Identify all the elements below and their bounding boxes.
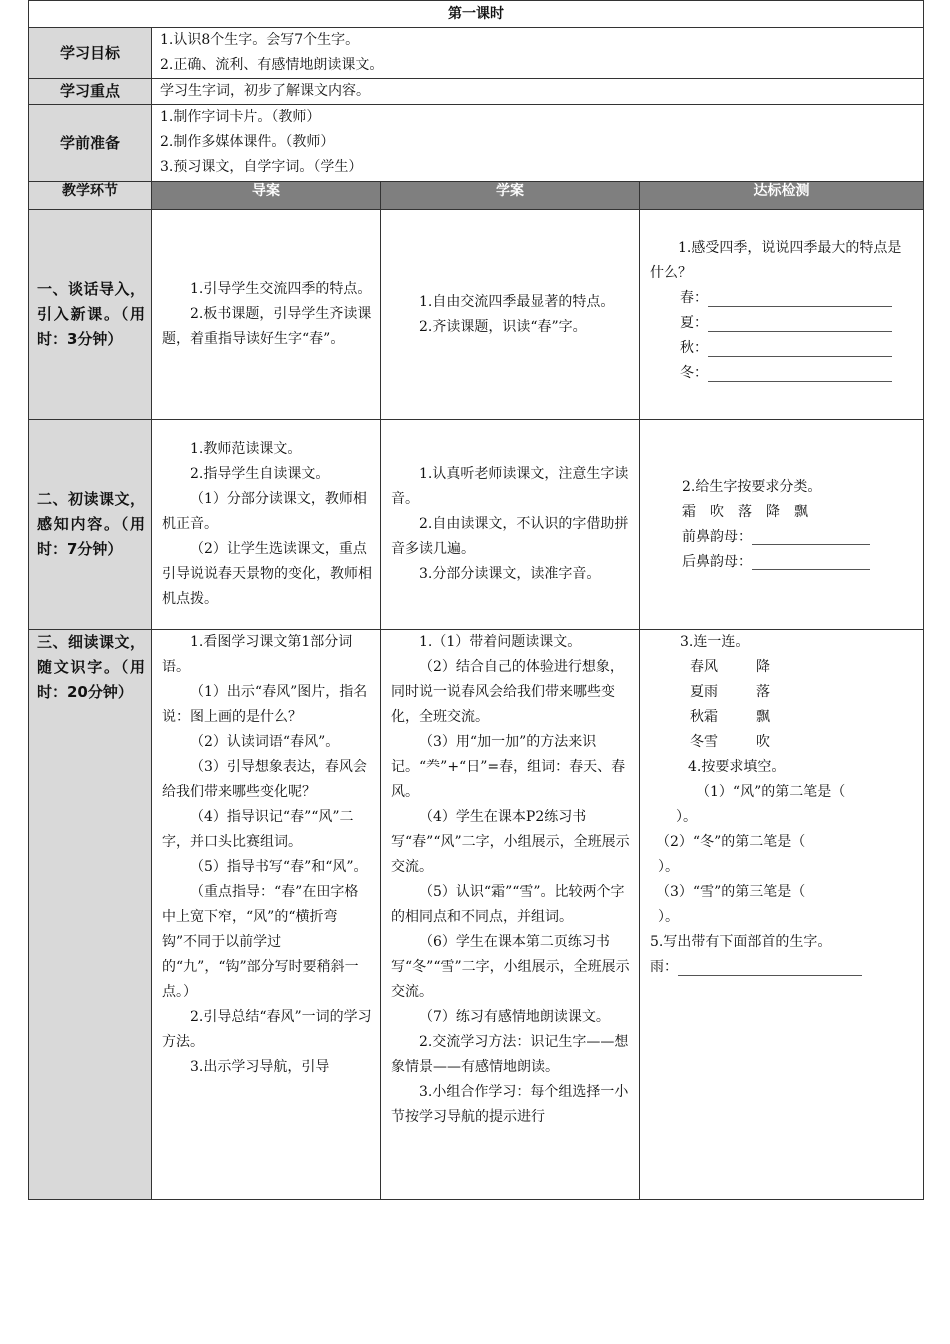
link-pairs xyxy=(650,655,915,755)
guide-step: （2）认读词语“春风”。 xyxy=(190,734,340,750)
fill-q2-end: ）。 xyxy=(658,859,679,875)
study-step: （5）认识“霜”“雪”。比较两个字的相同点和不同点，并组词。 xyxy=(391,884,625,925)
objectives-label: 学习目标 xyxy=(29,28,152,79)
answer-blank[interactable] xyxy=(708,315,892,332)
guide-step: 1.看图学习课文第1部分词语。 xyxy=(162,634,353,675)
answer-blank[interactable] xyxy=(752,553,870,570)
guide-step: 2.板书课题，引导学生齐读课题，着重指导读好生字“春”。 xyxy=(162,306,372,347)
guide-step: 1.引导学生交流四季的特点。 xyxy=(190,281,372,297)
season-autumn: 秋： xyxy=(680,336,915,361)
link-title: 3.连一连。 xyxy=(680,634,750,650)
guide-step: 2.引导总结“春风”一词的学习方法。 xyxy=(162,1009,372,1050)
fill-q2: （2）“冬”的第二笔是（ xyxy=(656,834,806,850)
study-step: 2.自由读课文，不认识的字借助拼音多读几遍。 xyxy=(391,516,629,557)
study-3 xyxy=(381,630,640,1200)
study-step: （2）结合自己的体验进行想象，同时说一说春风会给我们带来哪些变化，全班交流。 xyxy=(391,659,624,725)
guide-3 xyxy=(152,630,381,1200)
guide-step: （重点指导：“春”在田字格中上宽下窄，“风”的“横折弯钩”不同于以前学过的“九”，“钩”部分写时要稍斜一点。） xyxy=(162,884,359,1000)
guide-2 xyxy=(152,420,381,630)
lesson-table xyxy=(28,0,924,1200)
study-step: （6）学生在课本第二页练习书写“冬”“雪”二字，小组展示，全班展示交流。 xyxy=(391,934,630,1000)
prep-content xyxy=(152,105,924,182)
link-pair: 春风 降 xyxy=(690,659,770,675)
guide-step: （2）让学生选读课文，重点引导说说春天景物的变化，教师相机点拨。 xyxy=(162,541,372,607)
study-step: （7）练习有感情地朗读课文。 xyxy=(419,1009,610,1025)
test-2 xyxy=(640,420,924,630)
answer-blank[interactable] xyxy=(708,290,892,307)
prep-line: 2.制作多媒体课件。（教师） xyxy=(160,134,335,150)
stage-2: 二、初读课文，感知内容。（用时：7分钟） xyxy=(29,420,152,630)
study-step: 1.认真听老师读课文，注意生字读音。 xyxy=(391,466,629,507)
fill-q1-end: ）。 xyxy=(676,809,697,825)
guide-step: （1）分部分读课文，教师相机正音。 xyxy=(162,491,367,532)
header-guide: 导案 xyxy=(152,182,381,210)
front-nasal: 前鼻韵母： xyxy=(682,525,915,550)
fill-q3: （3）“雪”的第三笔是（ xyxy=(656,884,806,900)
study-step: 2.齐读课题，识读“春”字。 xyxy=(419,318,587,335)
test-3 xyxy=(640,630,924,1200)
guide-step: （3）引导想象表达，春风会给我们带来哪些变化呢？ xyxy=(162,759,367,800)
guide-step: 2.指导学生自读课文。 xyxy=(190,466,330,482)
back-nasal: 后鼻韵母： xyxy=(682,550,915,575)
header-study: 学案 xyxy=(381,182,640,210)
test-1 xyxy=(640,210,924,420)
header-test: 达标检测 xyxy=(640,182,924,210)
focus-label: 学习重点 xyxy=(29,79,152,105)
study-step: （4）学生在课本P2练习书写“春”“风”二字，小组展示，全班展示交流。 xyxy=(391,809,630,875)
study-1 xyxy=(381,210,640,420)
season-spring: 春： xyxy=(680,286,915,311)
study-2 xyxy=(381,420,640,630)
link-pair: 冬雪 吹 xyxy=(690,734,770,750)
season-winter: 冬： xyxy=(680,361,915,386)
rain-radical: 雨： xyxy=(650,955,915,980)
prep-line: 3.预习课文，自学字词。（学生） xyxy=(160,159,363,175)
focus-content: 学习生字词，初步了解课文内容。 xyxy=(152,79,924,105)
study-step: 1.自由交流四季最显著的特点。 xyxy=(419,293,615,310)
guide-step: 3.出示学习导航，引导 xyxy=(190,1059,330,1075)
radical-question: 5.写出带有下面部首的生字。 xyxy=(650,934,832,950)
test-question: 2.给生字按要求分类。 xyxy=(682,478,822,495)
header-stage: 教学环节 xyxy=(29,182,152,210)
page-title: 第一课时 xyxy=(29,1,924,28)
guide-step: 1.教师范读课文。 xyxy=(190,441,302,457)
study-step: 2.交流学习方法：识记生字——想象情景——有感情地朗读。 xyxy=(391,1034,629,1075)
guide-1 xyxy=(152,210,381,420)
study-step: 1.（1）带着问题读课文。 xyxy=(419,634,582,650)
prep-label: 学前准备 xyxy=(29,105,152,182)
study-step: 3.分部分读课文，读准字音。 xyxy=(419,566,601,582)
guide-step: （4）指导识记“春”“风”二字，并口头比赛组词。 xyxy=(162,809,354,850)
answer-blank[interactable] xyxy=(708,340,892,357)
objective-line: 2.正确、流利、有感情地朗读课文。 xyxy=(160,57,384,73)
answer-blank[interactable] xyxy=(678,959,862,976)
lesson-plan xyxy=(28,0,923,1200)
answer-blank[interactable] xyxy=(708,365,892,382)
fill-q3-end: ）。 xyxy=(658,909,679,925)
test-question: 1.感受四季，说说四季最大的特点是什么？ xyxy=(650,240,902,281)
link-pair: 夏雨 落 xyxy=(690,684,770,700)
stage-3: 三、细读课文，随文识字。（用时：20分钟） xyxy=(29,630,152,1200)
objectives-content xyxy=(152,28,924,79)
char-list: 霜 吹 落 降 飘 xyxy=(682,503,808,520)
guide-step: （5）指导书写“春”和“风”。 xyxy=(190,859,368,875)
objective-line: 1.认识8个生字。会写7个生字。 xyxy=(160,32,360,48)
study-step: （3）用“加一加”的方法来识记。“龹”+“日”=春，组词：春天、春风。 xyxy=(391,734,626,800)
link-pair: 秋霜 飘 xyxy=(690,709,770,725)
prep-line: 1.制作字词卡片。（教师） xyxy=(160,109,321,125)
fill-q1: （1）“风”的第二笔是（ xyxy=(696,784,846,800)
answer-blank[interactable] xyxy=(752,528,870,545)
season-summer: 夏： xyxy=(680,311,915,336)
stage-1: 一、谈话导入，引入新课。（用时：3分钟） xyxy=(29,210,152,420)
fill-title: 4.按要求填空。 xyxy=(688,759,786,775)
guide-step: （1）出示“春风”图片，指名说：图上画的是什么？ xyxy=(162,684,368,725)
study-step: 3.小组合作学习：每个组选择一小节按学习导航的提示进行 xyxy=(391,1084,629,1125)
